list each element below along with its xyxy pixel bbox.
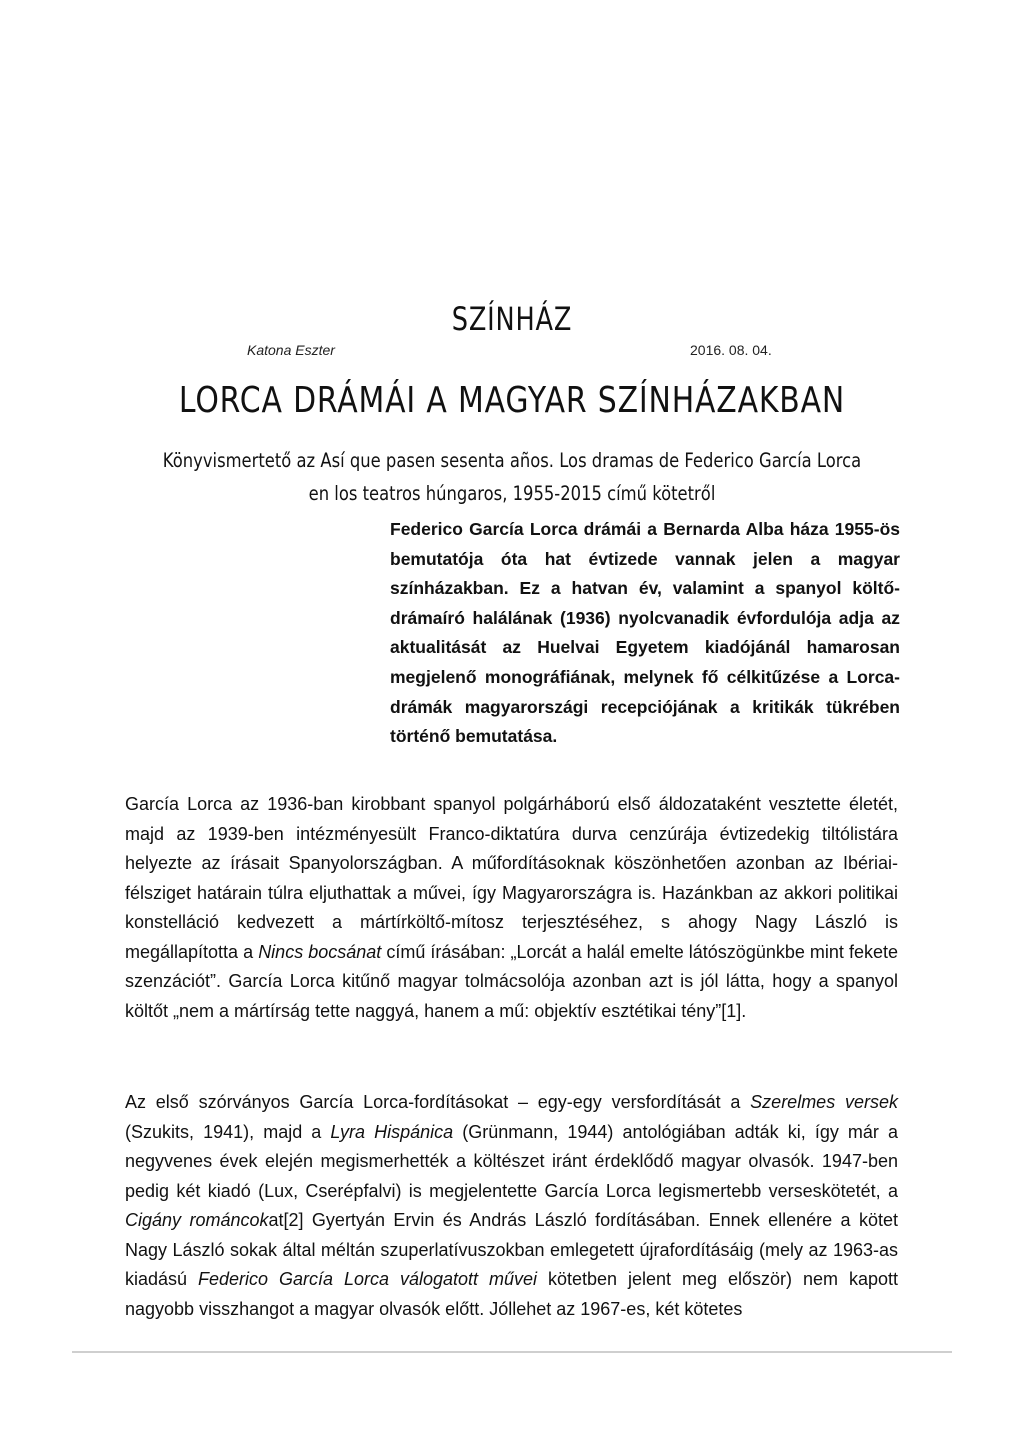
body-paragraph-1	[125, 790, 898, 1026]
section-heading: SZÍNHÁZ	[451, 300, 573, 338]
p1-italic-title: Nincs bocsánat	[258, 941, 382, 962]
author-name: Katona Eszter	[247, 342, 335, 358]
lead-paragraph: Federico García Lorca drámái a Bernarda Alba háza 1955-ös bemutatója óta hat évtizede vannak jelen a magyar színházakban. Ez a hatvan év, valamint a spanyol költő-drámaíró halálának (1936) nyolcvanadik évfordulója adja az aktualitását az Huelvai Egyetem kiadójánál hamarosan megjelenő monográfiának, melynek fő célkitűzése a Lorca-drámák magyarországi recepciójának a kritikák tükrében történő bemutatása.	[390, 519, 900, 747]
subtitle-line-2: en los teatros húngaros, 1955-2015 című kötetről	[308, 482, 716, 505]
p2-italic-b: Szerelmes versek	[750, 1092, 898, 1112]
article-title: LORCA DRÁMÁI A MAGYAR SZÍNHÁZAKBAN	[178, 380, 846, 421]
subtitle-line-1: Könyvismertető az Así que pasen sesenta años. Los dramas de Federico García Lorca	[162, 449, 862, 472]
p2-text-c: (Szukits, 1941), majd a	[125, 1121, 331, 1142]
p1-text-c: című írásában: „Lorcát a halál emelte látószögünkbe mint fekete szenzációt”. García Lorca kitűnő magyar tolmácsolója azonban azt is jól látta, hogy a spanyol költőt „nem a mártírság tette naggyá, hanem a mű: objektív esztétikai tény”[1].	[125, 941, 899, 1021]
p2-text-a: Az első szórványos García Lorca-fordításokat – egy-egy versfordítását a	[125, 1092, 751, 1112]
footer-divider	[72, 1351, 952, 1353]
p2-italic-f: Cigány románcok	[125, 1210, 269, 1230]
p1-text-a: García Lorca az 1936-ban kirobbant spanyol polgárháború első áldozataként vesztette életét, majd az 1939-ben intézményesült Franco-diktatúra durva cenzúrája évtizedekig tiltólistára helyezte az írásait Spanyolországban. A műfordításoknak köszönhetően azonban az Ibériai-félsziget határain túlra eljuthattak a művei, így Magyarországra is. Hazánkban az akkori politikai konstelláció kedvezett a mártírköltő-mítosz terjesztéséhez, s ahogy Nagy László is megállapította a	[125, 794, 898, 962]
body-paragraph-2	[125, 1088, 898, 1324]
p2-text-e: (Grünmann, 1944) antológiában adták ki, így már a negyvenes évek elején megismerhették a költészet iránt érdeklődő magyar olvasók. 1947-ben pedig két kiadó (Lux, Cserépfalvi) is megjelentette García Lorca legismertebb verseskötetét, a	[125, 1121, 898, 1201]
article-subtitle	[82, 444, 942, 510]
p2-italic-d: Lyra Hispánica	[330, 1121, 454, 1142]
p2-text-g: at[2] Gyertyán Ervin és András László fordításában. Ennek ellenére a kötet Nagy László sokak által méltán szuperlatívuszokban emlegetett újrafordításáig (mely az 1963-as kiadású	[125, 1210, 898, 1289]
publish-date: 2016. 08. 04.	[690, 342, 772, 358]
p2-italic-h: Federico García Lorca válogatott művei	[198, 1269, 538, 1289]
p2-text-i: kötetben jelent meg először) nem kapott nagyobb visszhangot a magyar olvasók előtt. Jóllehet az 1967-es, két kötetes	[125, 1269, 898, 1319]
